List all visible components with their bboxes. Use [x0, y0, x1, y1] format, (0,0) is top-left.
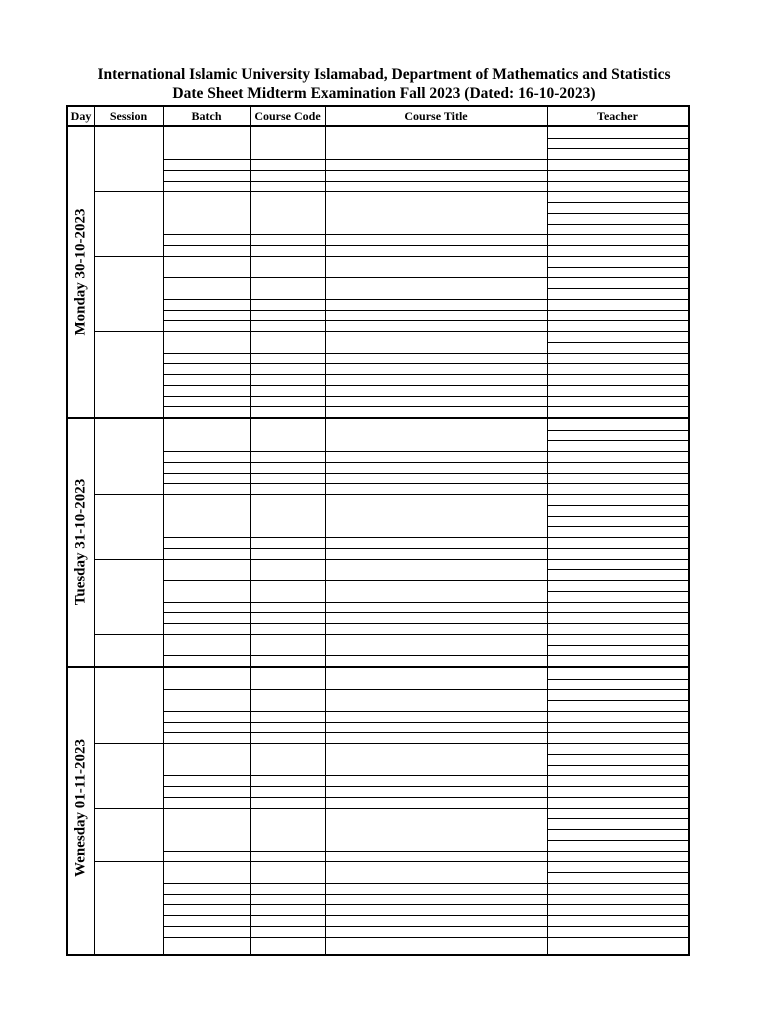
batch-cell — [163, 634, 250, 655]
course-title-cell — [325, 894, 547, 905]
batch-cell — [163, 548, 250, 559]
teacher-cell — [547, 797, 688, 808]
day-label-text: Wenesday 01-11-2023 — [72, 738, 89, 877]
batch-cell — [163, 419, 250, 451]
course-title-cell — [325, 451, 547, 462]
batch-cell — [163, 159, 250, 170]
teacher-cell — [547, 138, 688, 149]
batch-cell — [163, 310, 250, 321]
course-code-cell — [250, 623, 325, 634]
course-code-cell — [250, 937, 325, 948]
university-title: International Islamic University Islamabad, Department of Mathematics and Statistics — [97, 66, 671, 83]
batch-cell — [163, 559, 250, 580]
course-code-cell — [250, 374, 325, 385]
course-code-cell — [250, 483, 325, 494]
teacher-cell — [547, 840, 688, 851]
teacher-cell — [547, 679, 688, 690]
course-title-cell — [325, 926, 547, 937]
teacher-cell — [547, 926, 688, 937]
course-code-cell — [250, 256, 325, 277]
teacher-cell — [547, 127, 688, 138]
batch-cell — [163, 462, 250, 473]
teacher-cell — [547, 320, 688, 331]
teacher-cell — [547, 700, 688, 711]
batch-cell — [163, 245, 250, 256]
course-code-cell — [250, 310, 325, 321]
course-code-cell — [250, 711, 325, 722]
day-label — [68, 127, 94, 417]
teacher-cell — [547, 462, 688, 473]
batch-cell — [163, 580, 250, 601]
course-title-cell — [325, 602, 547, 613]
course-title-cell — [325, 883, 547, 894]
teacher-cell — [547, 754, 688, 765]
teacher-cell — [547, 505, 688, 516]
datesheet-title: Date Sheet Midterm Examination Fall 2023 (Dated: 16-10-2023) — [172, 85, 596, 102]
course-code-cell — [250, 612, 325, 623]
batch-cell — [163, 406, 250, 417]
course-title-cell — [325, 191, 547, 234]
column-header-course-title: Course Title — [404, 109, 468, 123]
course-title-cell — [325, 743, 547, 775]
course-code-cell — [250, 883, 325, 894]
session-time — [94, 808, 163, 862]
batch-cell — [163, 732, 250, 743]
teacher-cell — [547, 569, 688, 580]
course-title-cell — [325, 406, 547, 417]
batch-cell — [163, 256, 250, 277]
course-code-cell — [250, 363, 325, 374]
batch-cell — [163, 191, 250, 234]
batch-cell — [163, 808, 250, 851]
batch-cell — [163, 320, 250, 331]
course-title-cell — [325, 299, 547, 310]
teacher-cell — [547, 808, 688, 819]
course-title-cell — [325, 494, 547, 537]
course-title-cell — [325, 634, 547, 655]
teacher-cell — [547, 548, 688, 559]
course-title-cell — [325, 559, 547, 580]
batch-cell — [163, 915, 250, 926]
teacher-cell — [547, 148, 688, 159]
teacher-cell — [547, 883, 688, 894]
course-code-cell — [250, 689, 325, 710]
course-code-cell — [250, 775, 325, 786]
course-code-cell — [250, 277, 325, 298]
course-code-cell — [250, 191, 325, 234]
day-label — [68, 419, 94, 666]
course-title-cell — [325, 797, 547, 808]
teacher-cell — [547, 310, 688, 321]
teacher-cell — [547, 829, 688, 840]
course-code-cell — [250, 331, 325, 352]
session-time — [94, 861, 163, 947]
course-title-cell — [325, 668, 547, 689]
course-code-cell — [250, 904, 325, 915]
exam-schedule-table — [66, 105, 690, 956]
teacher-cell — [547, 299, 688, 310]
batch-cell — [163, 396, 250, 407]
teacher-cell — [547, 904, 688, 915]
teacher-cell — [547, 765, 688, 776]
batch-cell — [163, 894, 250, 905]
batch-cell — [163, 299, 250, 310]
course-code-cell — [250, 580, 325, 601]
teacher-cell — [547, 430, 688, 441]
teacher-cell — [547, 591, 688, 602]
teacher-cell — [547, 406, 688, 417]
teacher-cell — [547, 419, 688, 430]
course-code-cell — [250, 170, 325, 181]
teacher-cell — [547, 818, 688, 829]
teacher-cell — [547, 861, 688, 872]
course-code-cell — [250, 548, 325, 559]
batch-cell — [163, 451, 250, 462]
teacher-cell — [547, 580, 688, 591]
course-code-cell — [250, 494, 325, 537]
teacher-cell — [547, 634, 688, 645]
course-title-cell — [325, 861, 547, 882]
batch-cell — [163, 127, 250, 159]
batch-cell — [163, 602, 250, 613]
course-title-cell — [325, 245, 547, 256]
teacher-cell — [547, 668, 688, 679]
teacher-cell — [547, 483, 688, 494]
teacher-cell — [547, 159, 688, 170]
course-title-cell — [325, 419, 547, 451]
batch-cell — [163, 277, 250, 298]
batch-cell — [163, 861, 250, 882]
teacher-cell — [547, 374, 688, 385]
batch-cell — [163, 668, 250, 689]
course-code-cell — [250, 473, 325, 484]
course-code-cell — [250, 861, 325, 882]
course-code-cell — [250, 537, 325, 548]
course-code-cell — [250, 462, 325, 473]
course-title-cell — [325, 396, 547, 407]
batch-cell — [163, 494, 250, 537]
session-time — [94, 634, 163, 666]
column-header-teacher: Teacher — [597, 109, 638, 123]
batch-cell — [163, 181, 250, 192]
teacher-cell — [547, 559, 688, 570]
batch-cell — [163, 711, 250, 722]
course-title-cell — [325, 937, 547, 948]
batch-cell — [163, 743, 250, 775]
teacher-cell — [547, 385, 688, 396]
teacher-cell — [547, 851, 688, 862]
batch-cell — [163, 623, 250, 634]
course-title-cell — [325, 462, 547, 473]
course-code-cell — [250, 159, 325, 170]
teacher-cell — [547, 722, 688, 733]
teacher-cell — [547, 363, 688, 374]
course-code-cell — [250, 353, 325, 364]
batch-cell — [163, 363, 250, 374]
course-title-cell — [325, 612, 547, 623]
teacher-cell — [547, 181, 688, 192]
batch-cell — [163, 937, 250, 948]
teacher-cell — [547, 623, 688, 634]
course-code-cell — [250, 396, 325, 407]
course-code-cell — [250, 926, 325, 937]
session-time — [94, 127, 163, 191]
teacher-cell — [547, 245, 688, 256]
teacher-cell — [547, 732, 688, 743]
course-title-cell — [325, 623, 547, 634]
teacher-cell — [547, 451, 688, 462]
course-code-cell — [250, 299, 325, 310]
batch-cell — [163, 537, 250, 548]
teacher-cell — [547, 915, 688, 926]
batch-cell — [163, 904, 250, 915]
course-code-cell — [250, 797, 325, 808]
batch-cell — [163, 473, 250, 484]
course-code-cell — [250, 851, 325, 862]
teacher-cell — [547, 872, 688, 883]
teacher-cell — [547, 170, 688, 181]
teacher-cell — [547, 277, 688, 288]
teacher-cell — [547, 224, 688, 235]
teacher-cell — [547, 689, 688, 700]
batch-cell — [163, 722, 250, 733]
batch-cell — [163, 655, 250, 666]
course-title-cell — [325, 127, 547, 159]
course-title-cell — [325, 537, 547, 548]
course-title-cell — [325, 915, 547, 926]
teacher-cell — [547, 786, 688, 797]
course-title-cell — [325, 234, 547, 245]
teacher-cell — [547, 743, 688, 754]
course-code-cell — [250, 320, 325, 331]
batch-cell — [163, 612, 250, 623]
teacher-cell — [547, 213, 688, 224]
course-title-cell — [325, 159, 547, 170]
teacher-cell — [547, 256, 688, 267]
teacher-cell — [547, 353, 688, 364]
batch-cell — [163, 385, 250, 396]
course-code-cell — [250, 602, 325, 613]
course-title-cell — [325, 808, 547, 851]
batch-cell — [163, 483, 250, 494]
course-code-cell — [250, 245, 325, 256]
course-title-cell — [325, 353, 547, 364]
course-code-cell — [250, 786, 325, 797]
course-code-cell — [250, 181, 325, 192]
day-label-text: Tuesday 31-10-2023 — [72, 479, 89, 606]
batch-cell — [163, 851, 250, 862]
course-title-cell — [325, 385, 547, 396]
session-time — [94, 743, 163, 807]
column-header-course-code: Course Code — [254, 109, 321, 123]
course-code-cell — [250, 655, 325, 666]
course-title-cell — [325, 711, 547, 722]
column-header-batch: Batch — [191, 109, 222, 123]
teacher-cell — [547, 191, 688, 202]
course-title-cell — [325, 786, 547, 797]
course-title-cell — [325, 374, 547, 385]
course-code-cell — [250, 127, 325, 159]
teacher-cell — [547, 342, 688, 353]
batch-cell — [163, 689, 250, 710]
course-title-cell — [325, 775, 547, 786]
course-code-cell — [250, 915, 325, 926]
course-title-cell — [325, 320, 547, 331]
column-header-day: Day — [70, 109, 92, 123]
course-title-cell — [325, 310, 547, 321]
day-label — [68, 668, 94, 947]
teacher-cell — [547, 396, 688, 407]
course-title-cell — [325, 548, 547, 559]
teacher-cell — [547, 937, 688, 948]
batch-cell — [163, 170, 250, 181]
teacher-cell — [547, 537, 688, 548]
session-time — [94, 191, 163, 255]
course-title-cell — [325, 473, 547, 484]
batch-cell — [163, 883, 250, 894]
course-code-cell — [250, 385, 325, 396]
teacher-cell — [547, 775, 688, 786]
batch-cell — [163, 786, 250, 797]
course-code-cell — [250, 451, 325, 462]
course-title-cell — [325, 363, 547, 374]
course-title-cell — [325, 580, 547, 601]
course-title-cell — [325, 331, 547, 352]
session-time — [94, 668, 163, 743]
batch-cell — [163, 353, 250, 364]
teacher-cell — [547, 234, 688, 245]
teacher-cell — [547, 612, 688, 623]
batch-cell — [163, 331, 250, 352]
course-code-cell — [250, 722, 325, 733]
course-title-cell — [325, 170, 547, 181]
batch-cell — [163, 374, 250, 385]
course-code-cell — [250, 894, 325, 905]
course-code-cell — [250, 234, 325, 245]
batch-cell — [163, 234, 250, 245]
teacher-cell — [547, 526, 688, 537]
day-label-text: Monday 30-10-2023 — [72, 208, 89, 336]
course-code-cell — [250, 634, 325, 655]
session-time — [94, 419, 163, 494]
course-title-cell — [325, 256, 547, 277]
course-code-cell — [250, 743, 325, 775]
course-code-cell — [250, 668, 325, 689]
course-code-cell — [250, 406, 325, 417]
course-title-cell — [325, 483, 547, 494]
column-header-session: Session — [109, 109, 148, 123]
batch-cell — [163, 926, 250, 937]
teacher-cell — [547, 494, 688, 505]
course-title-cell — [325, 851, 547, 862]
session-time — [94, 331, 163, 417]
teacher-cell — [547, 711, 688, 722]
teacher-cell — [547, 331, 688, 342]
teacher-cell — [547, 288, 688, 299]
course-title-cell — [325, 655, 547, 666]
batch-cell — [163, 797, 250, 808]
course-title-cell — [325, 181, 547, 192]
session-time — [94, 494, 163, 558]
teacher-cell — [547, 473, 688, 484]
course-code-cell — [250, 808, 325, 851]
course-title-cell — [325, 277, 547, 298]
session-time — [94, 559, 163, 634]
course-title-cell — [325, 722, 547, 733]
teacher-cell — [547, 894, 688, 905]
teacher-cell — [547, 602, 688, 613]
teacher-cell — [547, 645, 688, 656]
teacher-cell — [547, 655, 688, 666]
teacher-cell — [547, 440, 688, 451]
teacher-cell — [547, 267, 688, 278]
course-code-cell — [250, 419, 325, 451]
course-title-cell — [325, 904, 547, 915]
teacher-cell — [547, 202, 688, 213]
teacher-cell — [547, 516, 688, 527]
session-time — [94, 256, 163, 331]
course-title-cell — [325, 732, 547, 743]
course-code-cell — [250, 732, 325, 743]
batch-cell — [163, 775, 250, 786]
course-code-cell — [250, 559, 325, 580]
course-title-cell — [325, 689, 547, 710]
